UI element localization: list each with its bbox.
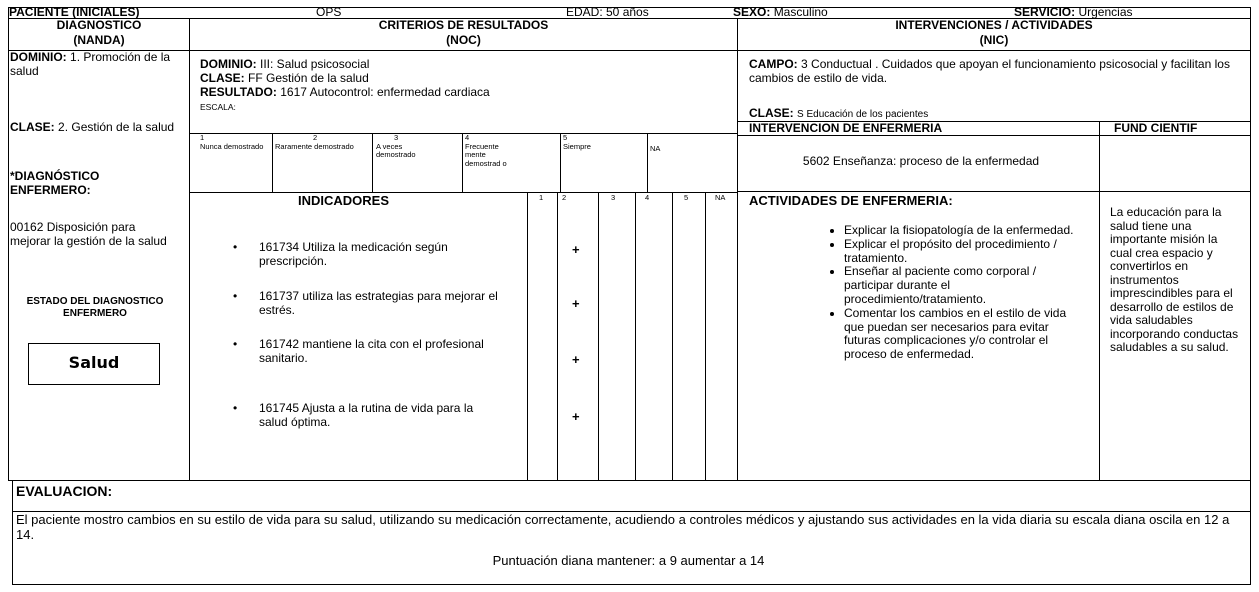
scale-num-3: 3 bbox=[394, 133, 399, 142]
nic-fund-divider bbox=[1099, 121, 1100, 481]
servicio-label: SERVICIO: bbox=[1014, 5, 1076, 19]
intervencion-label: INTERVENCION DE ENFERMERIA bbox=[749, 121, 943, 135]
noc-clase bbox=[200, 72, 369, 86]
indicator-mark-2: + bbox=[572, 296, 580, 311]
estado-box bbox=[28, 343, 160, 385]
scale-text-3: A veces demostrado bbox=[376, 141, 416, 160]
indicadores-label: INDICADORES bbox=[298, 193, 390, 208]
scale-div-5 bbox=[647, 133, 648, 192]
nic-int-bottom bbox=[737, 191, 1251, 192]
evaluacion-label: EVALUACION: bbox=[16, 483, 113, 499]
noc-dominio-text: III: Salud psicosocial bbox=[260, 57, 370, 71]
nanda-diagnostico-text: 00162 Disposición para mejorar la gestión de la salud bbox=[10, 220, 167, 248]
nic-campo bbox=[749, 58, 1244, 86]
border-bottom bbox=[12, 584, 1251, 585]
activity-item-1: • Explicar la fisiopatología de la enfermedad. bbox=[844, 224, 1084, 238]
score-div-1 bbox=[557, 192, 558, 481]
scale-div-4 bbox=[560, 133, 561, 192]
noc-resultado-label: RESULTADO: bbox=[200, 85, 277, 99]
patient-age: EDAD: 50 años bbox=[566, 5, 649, 19]
scale-na: NA bbox=[650, 144, 661, 153]
noc-title: CRITERIOS DE RESULTADOS bbox=[378, 18, 549, 32]
score-header-5: 5 bbox=[684, 193, 689, 202]
indicator-item-1: • 161734 Utiliza la medicación según prescripción. bbox=[233, 240, 448, 268]
noc-resultado bbox=[200, 86, 490, 100]
nanda-dominio-label: DOMINIO: bbox=[10, 50, 67, 64]
indicator-mark-3: + bbox=[572, 352, 580, 367]
scale-cell-1 bbox=[200, 134, 270, 151]
scale-div-3 bbox=[462, 133, 463, 192]
indicator-text-3: 161742 mantiene la cita con el profesional sanitario. bbox=[259, 337, 484, 365]
row-divider-main bbox=[8, 480, 1251, 481]
noc-escala-label: ESCALA: bbox=[200, 102, 236, 112]
score-header-2: 2 bbox=[562, 193, 567, 202]
indicator-text-2: 161737 utiliza las estrategias para mejorar el estrés. bbox=[259, 289, 498, 317]
indicator-mark-1: + bbox=[572, 242, 580, 257]
score-div-3 bbox=[635, 192, 636, 481]
scale-num-4: 4 bbox=[465, 133, 470, 142]
nic-clase bbox=[749, 107, 928, 121]
scale-div-1 bbox=[272, 133, 273, 192]
sexo-label: SEXO: bbox=[733, 5, 771, 19]
scale-text-1: Nunca demostrado bbox=[200, 141, 264, 151]
care-plan-sheet bbox=[6, 7, 1254, 585]
score-header-3: 3 bbox=[611, 193, 616, 202]
fund-label: FUND CIENTIF bbox=[1114, 121, 1198, 135]
indicator-item-3: • 161742 mantiene la cita con el profesional sanitario. bbox=[233, 337, 484, 365]
indicator-mark-4: + bbox=[572, 409, 580, 424]
evaluacion-text: El paciente mostro cambios en su estilo de vida para su salud, utilizando su medicación correctamente, acudiendo a controles médicos y ajustando sus actividades en la vida diaria su escala diana oscila en 12 a 14. bbox=[16, 512, 1230, 542]
actividades-label: ACTIVIDADES DE ENFERMERIA: bbox=[749, 193, 953, 208]
noc-clase-label: CLASE: bbox=[200, 71, 245, 85]
indicator-item-4: • 161745 Ajusta a la rutina de vida para la salud óptima. bbox=[233, 401, 474, 429]
scale-cell-5 bbox=[563, 134, 643, 151]
score-div-5 bbox=[705, 192, 706, 481]
noc-sub: (NOC) bbox=[446, 33, 481, 47]
scale-text-5: Siempre bbox=[563, 141, 591, 151]
estado-label: ESTADO DEL DIAGNOSTICO ENFERMERO bbox=[26, 296, 164, 319]
activity-item-3: • Enseñar al paciente como corporal / participar durante el procedimiento/tratamiento. bbox=[844, 265, 1084, 306]
activity-item-2: • Explicar el propósito del procedimiento / tratamiento. bbox=[844, 238, 1084, 266]
nanda-diagnostico-label: *DIAGNÓSTICO ENFERMERO: bbox=[10, 169, 100, 197]
nanda-clase bbox=[10, 121, 180, 135]
activity-list bbox=[826, 224, 1084, 362]
paciente-label: PACIENTE (INICIALES) bbox=[9, 5, 140, 19]
fund-text: La educación para la salud tiene una importante misión la cual crea espacio y convertirlos en instrumentos imprescindibles para el desarrollo de estilos de vida saludables incorporando conductas saludables a su salud. bbox=[1110, 205, 1239, 355]
scale-text-2: Raramente demostrado bbox=[275, 141, 354, 151]
nanda-dominio-text: 1. Promoción de la salud bbox=[10, 50, 171, 78]
nic-clase-label: CLASE: bbox=[749, 106, 794, 120]
intervencion-text: 5602 Enseñanza: proceso de la enfermedad bbox=[802, 154, 1040, 168]
scale-div-2 bbox=[372, 133, 373, 192]
nic-sub: (NIC) bbox=[979, 33, 1009, 47]
score-div-0 bbox=[527, 192, 528, 481]
col-divider-2 bbox=[737, 18, 738, 481]
servicio-value: Urgencias bbox=[1078, 5, 1133, 19]
puntuacion-text: Puntuación diana mantener: a 9 aumentar a 14 bbox=[492, 553, 765, 568]
border-right bbox=[1250, 7, 1251, 585]
scale-text-4: Frecuente mente demostrad o bbox=[465, 141, 507, 168]
estado-value: Salud bbox=[68, 353, 120, 372]
scale-cell-4 bbox=[465, 134, 513, 169]
col-divider-1 bbox=[189, 18, 190, 481]
eval-border-left bbox=[12, 480, 13, 585]
nic-clase-text: S Educación de los pacientes bbox=[797, 109, 929, 120]
nanda-clase-text: 2. Gestión de la salud bbox=[58, 120, 175, 134]
sexo-value: Masculino bbox=[773, 5, 828, 19]
score-header-4: 4 bbox=[645, 193, 650, 202]
score-div-2 bbox=[598, 192, 599, 481]
scale-num-2: 2 bbox=[313, 133, 318, 142]
patient-sex bbox=[733, 6, 828, 20]
noc-scale-bottom bbox=[189, 192, 737, 193]
score-div-4 bbox=[672, 192, 673, 481]
nic-campo-label: CAMPO: bbox=[749, 57, 798, 71]
noc-dominio-label: DOMINIO: bbox=[200, 57, 257, 71]
indicator-text-4: 161745 Ajusta a la rutina de vida para la salud óptima. bbox=[259, 401, 474, 429]
scale-cell-2 bbox=[275, 134, 370, 151]
diag-sub: (NANDA) bbox=[73, 33, 125, 47]
nic-campo-text: 3 Conductual . Cuidados que apoyan el funcionamiento psicosocial y facilitan los cambios de estilo de vida. bbox=[749, 57, 1230, 85]
nanda-clase-label: CLASE: bbox=[10, 120, 55, 134]
diag-title: DIAGNOSTICO bbox=[56, 18, 142, 32]
activity-item-4: • Comentar los cambios en el estilo de vida que puedan ser necesarios para evitar futuras complicaciones y/o controlar el proceso de enfermedad. bbox=[844, 307, 1084, 362]
indicator-item-2: • 161737 utiliza las estrategias para mejorar el estrés. bbox=[233, 289, 498, 317]
scale-num-5: 5 bbox=[563, 133, 568, 142]
noc-dominio bbox=[200, 58, 369, 72]
border-left bbox=[8, 7, 9, 481]
score-header-1: 1 bbox=[539, 193, 544, 202]
score-header-na: NA bbox=[715, 193, 726, 202]
noc-clase-text: FF Gestión de la salud bbox=[248, 71, 369, 85]
scale-cell-3 bbox=[376, 134, 460, 160]
scale-num-1: 1 bbox=[200, 133, 205, 142]
nic-title: INTERVENCIONES / ACTIVIDADES bbox=[895, 18, 1093, 32]
indicator-text-1: 161734 Utiliza la medicación según prescripción. bbox=[259, 240, 448, 268]
row-divider-columns bbox=[8, 50, 1251, 51]
patient-initials: OPS bbox=[316, 5, 342, 19]
nanda-dominio bbox=[10, 51, 180, 79]
noc-resultado-text: 1617 Autocontrol: enfermedad cardiaca bbox=[280, 85, 490, 99]
